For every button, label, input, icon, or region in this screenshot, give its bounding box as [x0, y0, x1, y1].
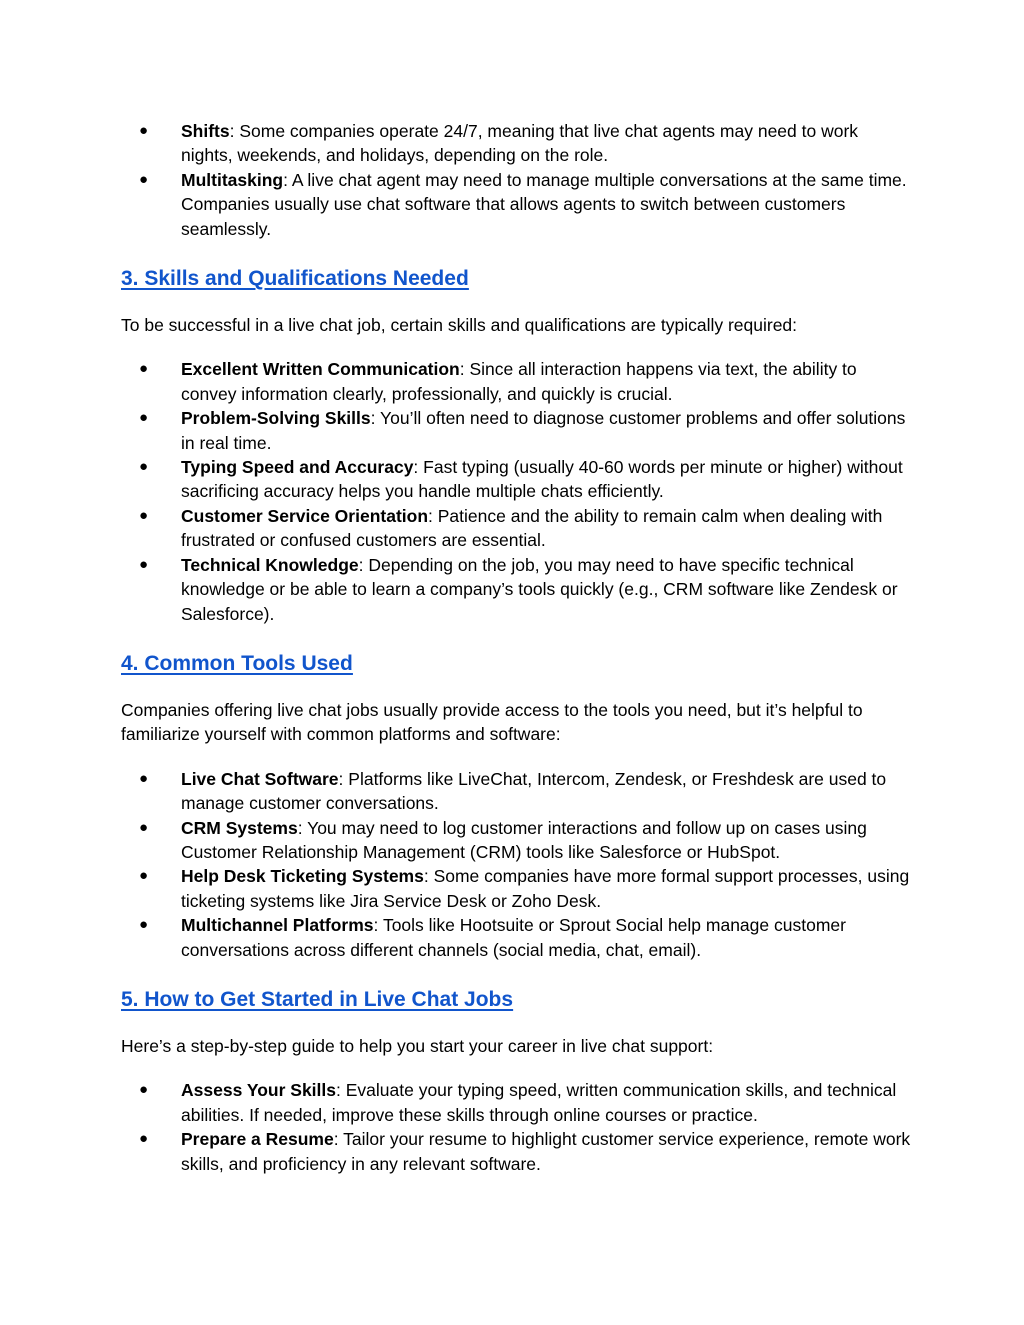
- list-item: [121, 504, 911, 553]
- bullet-icon: ●: [139, 916, 149, 934]
- list-item: [121, 1127, 911, 1176]
- item-text: : Patience and the ability to remain calm when dealing with frustrated or confused customers are essential.: [181, 505, 883, 551]
- item-text: : You may need to log customer interactions and follow up on cases using Customer Relationship Management (CRM) tools like Salesforce or HubSpot.: [181, 817, 867, 862]
- item-term: Prepare a Resume: [181, 1129, 334, 1150]
- list-item: [121, 119, 911, 168]
- bullet-icon: ●: [139, 122, 149, 139]
- bullet-icon: ●: [139, 458, 149, 476]
- item-text: : Platforms like LiveChat, Intercom, Zendesk, or Freshdesk are used to manage customer conversations.: [181, 768, 887, 814]
- list-item: [121, 553, 911, 626]
- item-text: : Tools like Hootsuite or Sprout Social help manage customer conversations across different channels (social media, chat, email).: [181, 915, 846, 960]
- item-term: Live Chat Software: [181, 768, 339, 789]
- item-term: Shifts: [181, 121, 230, 141]
- bullet-icon: ●: [139, 409, 149, 427]
- item-term: Help Desk Ticketing Systems: [181, 866, 424, 887]
- get-started-bullet-list: [121, 1078, 911, 1176]
- item-text: : Tailor your resume to highlight customer service experience, remote work skills, and proficiency in any relevant software.: [181, 1129, 911, 1174]
- item-term: CRM Systems: [181, 817, 298, 838]
- item-term: Customer Service Orientation: [181, 505, 429, 526]
- section-heading-link[interactable]: 4. Common Tools Used: [121, 651, 353, 675]
- item-text: : You’ll often need to diagnose customer problems and offer solutions in real time.: [181, 408, 906, 453]
- item-text: : Some companies have more formal support processes, using ticketing systems like Jira Service Desk or Zoho Desk.: [181, 866, 910, 911]
- item-text: : Some companies operate 24/7, meaning that live chat agents may need to work nights, weekends, and holidays, depending on the role.: [181, 121, 859, 166]
- item-text: : Depending on the job, you may need to have specific technical knowledge or be able to learn a company’s tools quickly (e.g., CRM software like Zendesk or Salesforce).: [181, 554, 898, 624]
- item-term: Excellent Written Communication: [181, 359, 460, 380]
- intro-bullet-list: [121, 119, 911, 241]
- document-page: [121, 119, 911, 1176]
- list-item: [121, 816, 911, 865]
- bullet-icon: ●: [139, 867, 149, 885]
- bullet-icon: ●: [139, 170, 149, 188]
- tools-bullet-list: [121, 767, 911, 962]
- item-term: Multitasking: [181, 169, 284, 190]
- section-heading-link[interactable]: 5. How to Get Started in Live Chat Jobs: [121, 987, 514, 1011]
- item-term: Typing Speed and Accuracy: [181, 457, 414, 478]
- bullet-icon: ●: [139, 555, 149, 573]
- item-term: Problem-Solving Skills: [181, 408, 371, 429]
- list-item: [121, 913, 911, 962]
- list-item: [121, 357, 911, 406]
- item-term: Assess Your Skills: [181, 1080, 336, 1101]
- list-item: [121, 864, 911, 913]
- list-item: [121, 406, 911, 455]
- list-item: [121, 1078, 911, 1127]
- bullet-icon: ●: [139, 1130, 149, 1148]
- section-heading-tools[interactable]: [121, 650, 911, 678]
- section-intro: Companies offering live chat jobs usually provide access to the tools you need, but it’s helpful to familiarize yourself with common platforms and software:: [121, 699, 863, 745]
- section-intro: To be successful in a live chat job, certain skills and qualifications are typically required:: [121, 315, 798, 336]
- section-intro: Here’s a step-by-step guide to help you start your career in live chat support:: [121, 1035, 714, 1056]
- list-item: [121, 455, 911, 504]
- bullet-icon: ●: [139, 1081, 149, 1099]
- bullet-icon: ●: [139, 769, 149, 787]
- item-term: Technical Knowledge: [181, 554, 359, 575]
- bullet-icon: ●: [139, 818, 149, 836]
- item-text: : Since all interaction happens via text, the ability to convey information clearly, professionally, and quickly is crucial.: [181, 359, 857, 404]
- item-term: Multichannel Platforms: [181, 915, 374, 936]
- bullet-icon: ●: [139, 506, 149, 524]
- list-item: [121, 767, 911, 816]
- item-text: : Fast typing (usually 40-60 words per minute or higher) without sacrificing accuracy helps you handle multiple chats efficiently.: [181, 457, 903, 502]
- section-heading-link[interactable]: 3. Skills and Qualifications Needed: [121, 267, 469, 291]
- item-text: : A live chat agent may need to manage multiple conversations at the same time. Companies usually use chat software that allows agents to switch between customers seamlessly.: [181, 169, 907, 239]
- list-item: [121, 168, 911, 241]
- skills-bullet-list: [121, 357, 911, 625]
- section-heading-get-started[interactable]: [121, 986, 911, 1014]
- bullet-icon: ●: [139, 360, 149, 378]
- section-heading-skills[interactable]: [121, 265, 911, 293]
- item-text: : Evaluate your typing speed, written communication skills, and technical abilities. If needed, improve these skills through online courses or practice.: [181, 1080, 897, 1125]
